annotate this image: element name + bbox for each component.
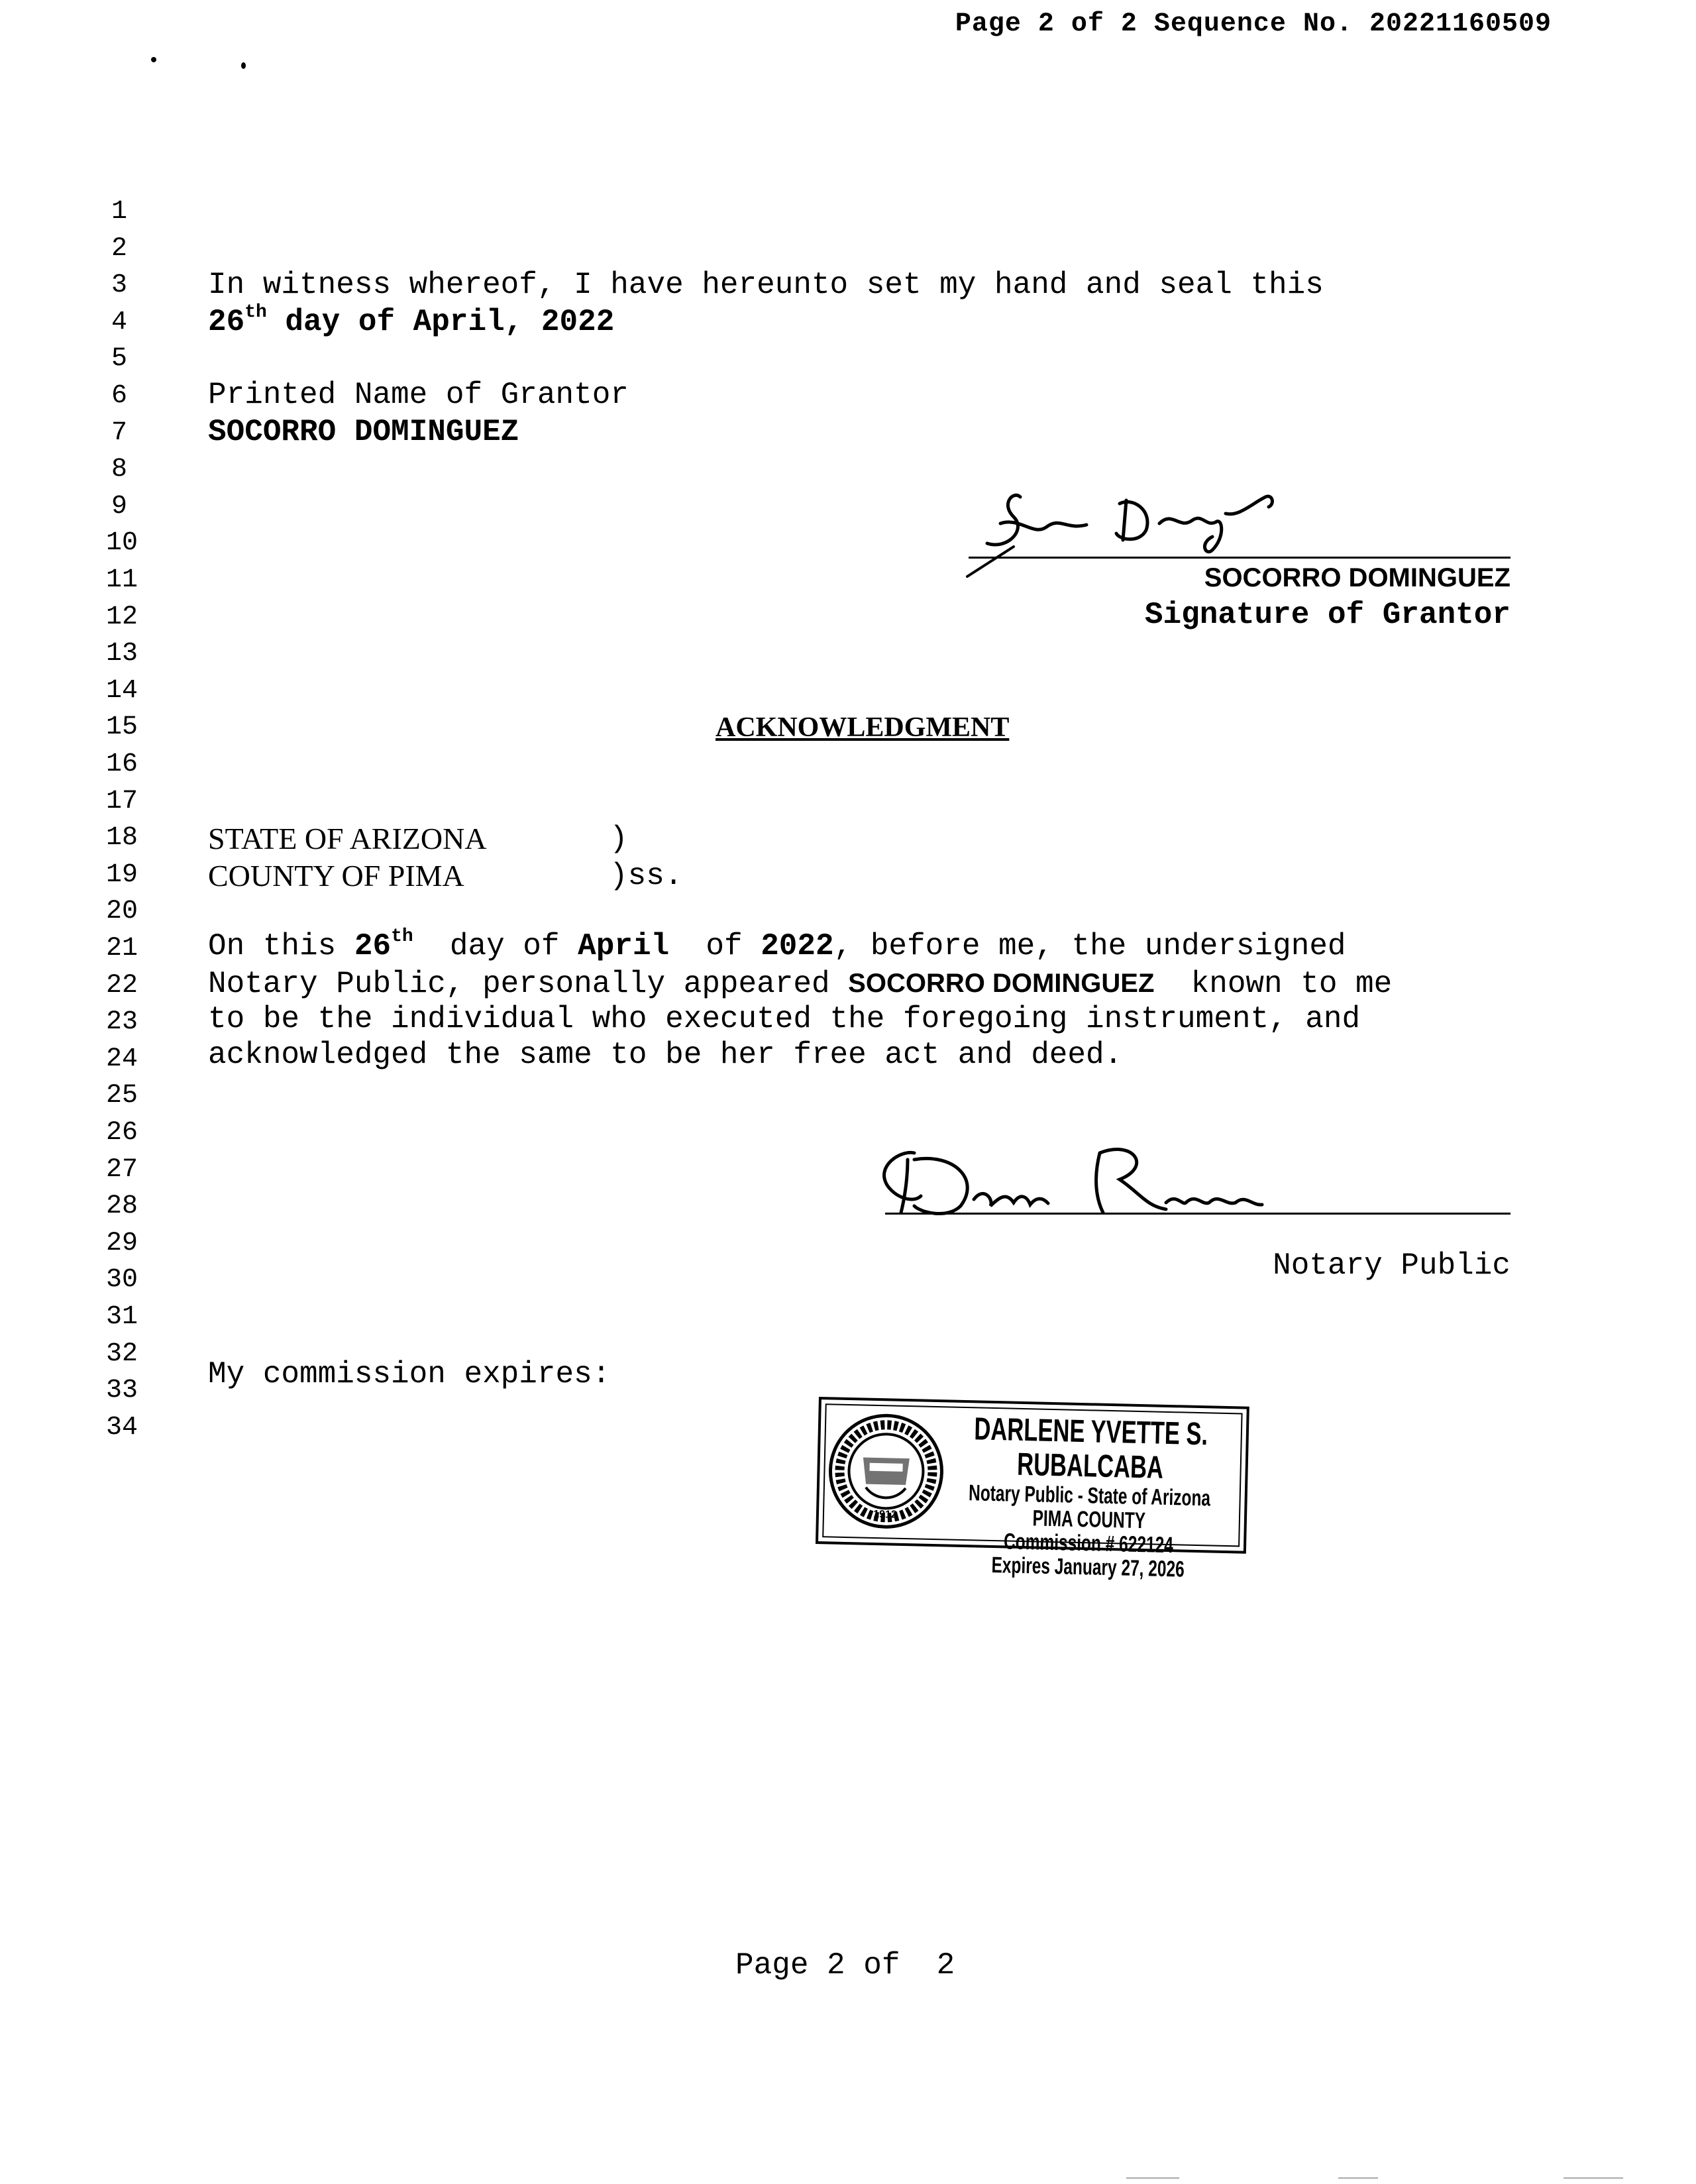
line-number: 17 bbox=[106, 787, 138, 816]
grantor-signature-label: Signature of Grantor bbox=[1144, 598, 1510, 632]
stamp-notary-title: Notary Public - State of Arizona bbox=[968, 1480, 1211, 1511]
line-number: 7 bbox=[111, 418, 127, 448]
venue-county: COUNTY OF PIMA bbox=[208, 859, 464, 893]
page-header: Page 2 of 2 Sequence No. 20221160509 bbox=[955, 9, 1552, 39]
line-number: 11 bbox=[106, 565, 138, 595]
commission-expires-label: My commission expires: bbox=[208, 1357, 611, 1392]
line-number: 26 bbox=[106, 1118, 138, 1148]
scan-speck bbox=[241, 62, 246, 69]
line-number: 8 bbox=[111, 455, 127, 484]
line-number: 28 bbox=[106, 1191, 138, 1221]
line-number: 33 bbox=[106, 1376, 138, 1405]
acknowledgment-para-line-3: to be the individual who executed the foregoing instrument, and bbox=[208, 1002, 1361, 1036]
page-footer: Page 2 of 2 bbox=[735, 1948, 955, 1983]
stamp-notary-name: DARLENE YVETTE S. RUBALCABA bbox=[973, 1411, 1208, 1486]
line-number: 6 bbox=[111, 381, 127, 411]
line-number: 9 bbox=[111, 492, 127, 521]
acknowledgment-para-line-2: Notary Public, personally appeared SOCORRO DOMINGUEZ known to me bbox=[208, 967, 1393, 1001]
line-number: 16 bbox=[106, 749, 138, 779]
line-number: 22 bbox=[106, 971, 138, 1001]
grantor-signature-name: SOCORRO DOMINGUEZ bbox=[1204, 563, 1510, 592]
stamp-county: PIMA COUNTY bbox=[1032, 1505, 1146, 1534]
line-number: 18 bbox=[106, 823, 138, 853]
scan-speck bbox=[151, 57, 156, 62]
line-number: 13 bbox=[106, 639, 138, 669]
acknowledgment-para-line-4: acknowledged the same to be her free act and deed. bbox=[208, 1038, 1123, 1072]
line-number: 29 bbox=[106, 1228, 138, 1258]
line-number: 30 bbox=[106, 1265, 138, 1295]
printed-grantor-name: SOCORRO DOMINGUEZ bbox=[208, 415, 519, 449]
line-number: 4 bbox=[111, 307, 127, 337]
line-number: 24 bbox=[106, 1044, 138, 1074]
acknowledgment-title: ACKNOWLEDGMENT bbox=[716, 712, 1010, 743]
scan-artifact bbox=[1564, 2177, 1623, 2179]
stamp-expiration: Expires January 27, 2026 bbox=[991, 1552, 1185, 1582]
printed-name-label: Printed Name of Grantor bbox=[208, 378, 629, 412]
witness-line-1: In witness whereof, I have hereunto set my hand and seal this bbox=[208, 268, 1324, 302]
line-number: 31 bbox=[106, 1302, 138, 1332]
line-number: 25 bbox=[106, 1081, 138, 1111]
arizona-state-seal bbox=[825, 1410, 947, 1532]
venue-state-paren: ) bbox=[610, 822, 628, 856]
line-number: 15 bbox=[106, 712, 138, 742]
scan-artifact bbox=[1126, 2177, 1179, 2179]
line-number: 3 bbox=[111, 270, 127, 300]
line-number: 21 bbox=[106, 934, 138, 963]
stamp-commission-number: Commission # 622124 bbox=[1003, 1529, 1174, 1558]
line-number: 5 bbox=[111, 344, 127, 374]
line-number: 14 bbox=[106, 676, 138, 706]
acknowledgment-para-line-1: On this 26th day of April of 2022, before me, the undersigned bbox=[208, 926, 1346, 963]
notary-stamp bbox=[816, 1397, 1249, 1582]
venue-county-ss: )ss. bbox=[610, 859, 683, 893]
notary-public-label: Notary Public bbox=[1273, 1248, 1510, 1283]
grantor-signature-line bbox=[969, 557, 1510, 559]
line-number: 23 bbox=[106, 1007, 138, 1037]
notary-signature-line bbox=[885, 1213, 1510, 1215]
line-number: 32 bbox=[106, 1339, 138, 1369]
stamp-text-block bbox=[949, 1412, 1230, 1582]
venue-state: STATE OF ARIZONA bbox=[208, 822, 487, 855]
line-number: 27 bbox=[106, 1155, 138, 1185]
line-number: 12 bbox=[106, 602, 138, 632]
seal-year: 1912 bbox=[873, 1508, 897, 1521]
scan-artifact bbox=[1338, 2177, 1378, 2179]
line-number: 19 bbox=[106, 860, 138, 890]
line-number: 20 bbox=[106, 897, 138, 926]
line-number: 34 bbox=[106, 1413, 138, 1443]
line-number: 2 bbox=[111, 234, 127, 264]
witness-date-line: 26th day of April, 2022 bbox=[208, 302, 615, 339]
line-number: 1 bbox=[111, 197, 127, 227]
line-number: 10 bbox=[106, 528, 138, 558]
